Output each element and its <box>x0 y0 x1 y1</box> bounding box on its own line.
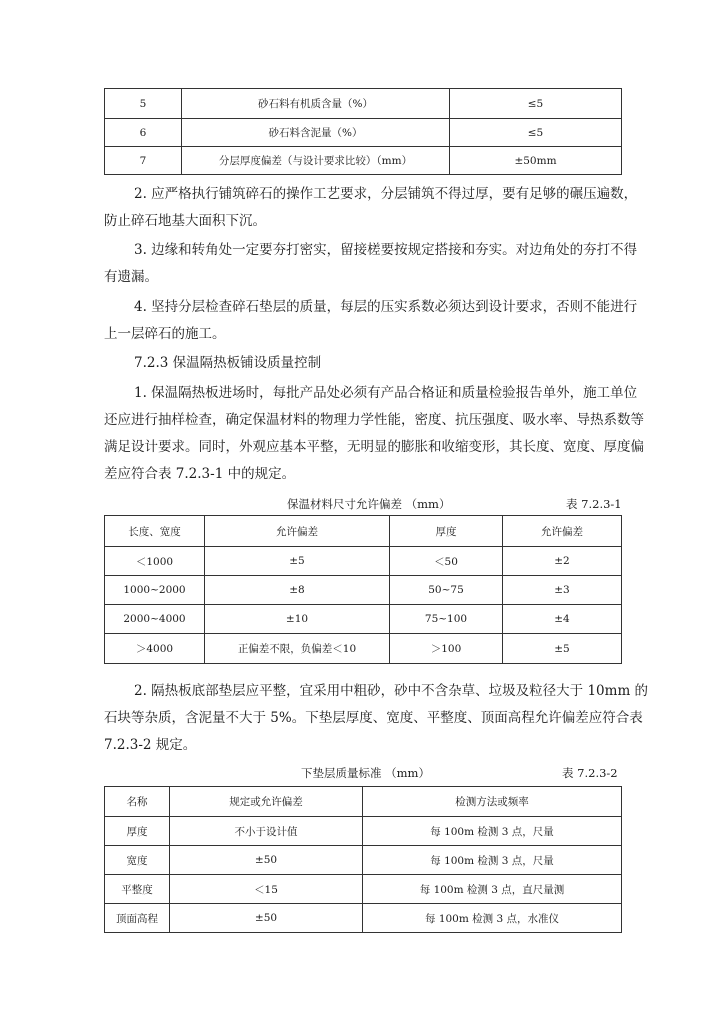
table-cell: 厚度 <box>105 817 170 846</box>
table-cell: 每 100m 检测 3 点，尺量 <box>363 817 622 846</box>
table-cell: 7 <box>105 147 182 175</box>
table-cell: 1000~2000 <box>105 576 205 605</box>
table-row <box>105 875 622 904</box>
table-cell: 平整度 <box>105 875 170 904</box>
table-cell: ±8 <box>205 576 390 605</box>
table-row <box>105 547 622 576</box>
table-cell: 75~100 <box>390 605 503 634</box>
table-cell: ≤5 <box>450 119 622 147</box>
table-cell: 每 100m 检测 3 点，直尺量测 <box>363 875 622 904</box>
table-cell: 砂石料有机质含量（%） <box>182 89 450 119</box>
table-header-cell: 允许偏差 <box>503 516 622 547</box>
table-cell: 宽度 <box>105 846 170 875</box>
table-cell: ±3 <box>503 576 622 605</box>
table-cell: ≤5 <box>450 89 622 119</box>
table-caption: 下垫层质量标准 （mm） <box>301 766 430 780</box>
table-number: 表 7.2.3-1 <box>566 497 622 511</box>
table-row <box>105 147 622 175</box>
table-cell: 50~75 <box>390 576 503 605</box>
paragraph-line: 石块等杂质，含泥量不大于 5%。下垫层厚度、宽度、平整度、顶面高程允许偏差应符合表 <box>104 710 643 726</box>
table-cell: 不小于设计值 <box>170 817 363 846</box>
table-cell: 正偏差不限，负偏差＜10 <box>205 634 390 664</box>
table-header-cell: 允许偏差 <box>205 516 390 547</box>
paragraph-line: 上一层碎石的施工。 <box>104 326 226 342</box>
table-cell: ±4 <box>503 605 622 634</box>
table-row <box>105 89 622 119</box>
table-row <box>105 846 622 875</box>
table-row <box>105 119 622 147</box>
table-header-cell: 规定或允许偏差 <box>170 787 363 817</box>
table-row <box>105 817 622 846</box>
section-heading: 7.2.3 保温隔热板铺设质量控制 <box>134 355 322 371</box>
paragraph-line: 7.2.3-2 规定。 <box>104 737 197 753</box>
table-number: 表 7.2.3-2 <box>562 766 618 780</box>
table-cell: ＜1000 <box>105 547 205 576</box>
table-header-row <box>105 787 622 817</box>
table-row <box>105 576 622 605</box>
table-cell: ±5 <box>205 547 390 576</box>
paragraph-line: 满足设计要求。同时，外观应基本平整，无明显的膨胀和收缩变形，其长度、宽度、厚度偏 <box>104 439 644 455</box>
table-cell: ＞4000 <box>105 634 205 664</box>
table-cell: 5 <box>105 89 182 119</box>
paragraph-line: 有遗漏。 <box>104 269 158 285</box>
table-cell: ±5 <box>503 634 622 664</box>
paragraph-line: 3. 边缘和转角处一定要夯打密实，留接槎要按规定搭接和夯实。对边角处的夯打不得 <box>134 242 638 258</box>
paragraph-line: 4. 坚持分层检查碎石垫层的质量，每层的压实系数必须达到设计要求，否则不能进行 <box>134 299 638 315</box>
table-cell: ±50mm <box>450 147 622 175</box>
table-continued <box>104 88 622 175</box>
table-cell: ±50 <box>170 904 363 933</box>
table-row <box>105 904 622 933</box>
table-insulation-tolerance <box>104 515 622 664</box>
table-cell: 每 100m 检测 3 点，水准仪 <box>363 904 622 933</box>
table-header-cell: 长度、宽度 <box>105 516 205 547</box>
table-cell: 每 100m 检测 3 点，尺量 <box>363 846 622 875</box>
table-subgrade-quality <box>104 786 622 933</box>
table-caption: 保温材料尺寸允许偏差 （mm） <box>287 497 451 511</box>
table-cell: 2000~4000 <box>105 605 205 634</box>
table-cell: ＜15 <box>170 875 363 904</box>
table-cell: ±10 <box>205 605 390 634</box>
paragraph-line: 2. 应严格执行铺筑碎石的操作工艺要求，分层铺筑不得过厚，要有足够的碾压遍数， <box>134 186 638 202</box>
paragraph-line: 差应符合表 7.2.3-1 中的规定。 <box>104 466 296 482</box>
paragraph-line: 2. 隔热板底部垫层应平整，宜采用中粗砂，砂中不含杂草、垃圾及粒径大于 10mm 的 <box>134 683 649 699</box>
paragraph-line: 1. 保温隔热板进场时，每批产品处必须有产品合格证和质量检验报告单外，施工单位 <box>134 385 638 401</box>
table-cell: ＞100 <box>390 634 503 664</box>
paragraph-line: 还应进行抽样检查，确定保温材料的物理力学性能，密度、抗压强度、吸水率、导热系数等 <box>104 412 644 428</box>
table-row <box>105 634 622 664</box>
table-cell: 分层厚度偏差（与设计要求比较）（mm） <box>182 147 450 175</box>
table-cell: 顶面高程 <box>105 904 170 933</box>
table-cell: 6 <box>105 119 182 147</box>
table-header-cell: 厚度 <box>390 516 503 547</box>
table-cell: 砂石料含泥量（%） <box>182 119 450 147</box>
table-header-cell: 检测方法或频率 <box>363 787 622 817</box>
paragraph-line: 防止碎石地基大面积下沉。 <box>104 213 266 229</box>
table-header-row <box>105 516 622 547</box>
table-cell: ＜50 <box>390 547 503 576</box>
table-row <box>105 605 622 634</box>
table-header-cell: 名称 <box>105 787 170 817</box>
table-cell: ±50 <box>170 846 363 875</box>
table-cell: ±2 <box>503 547 622 576</box>
